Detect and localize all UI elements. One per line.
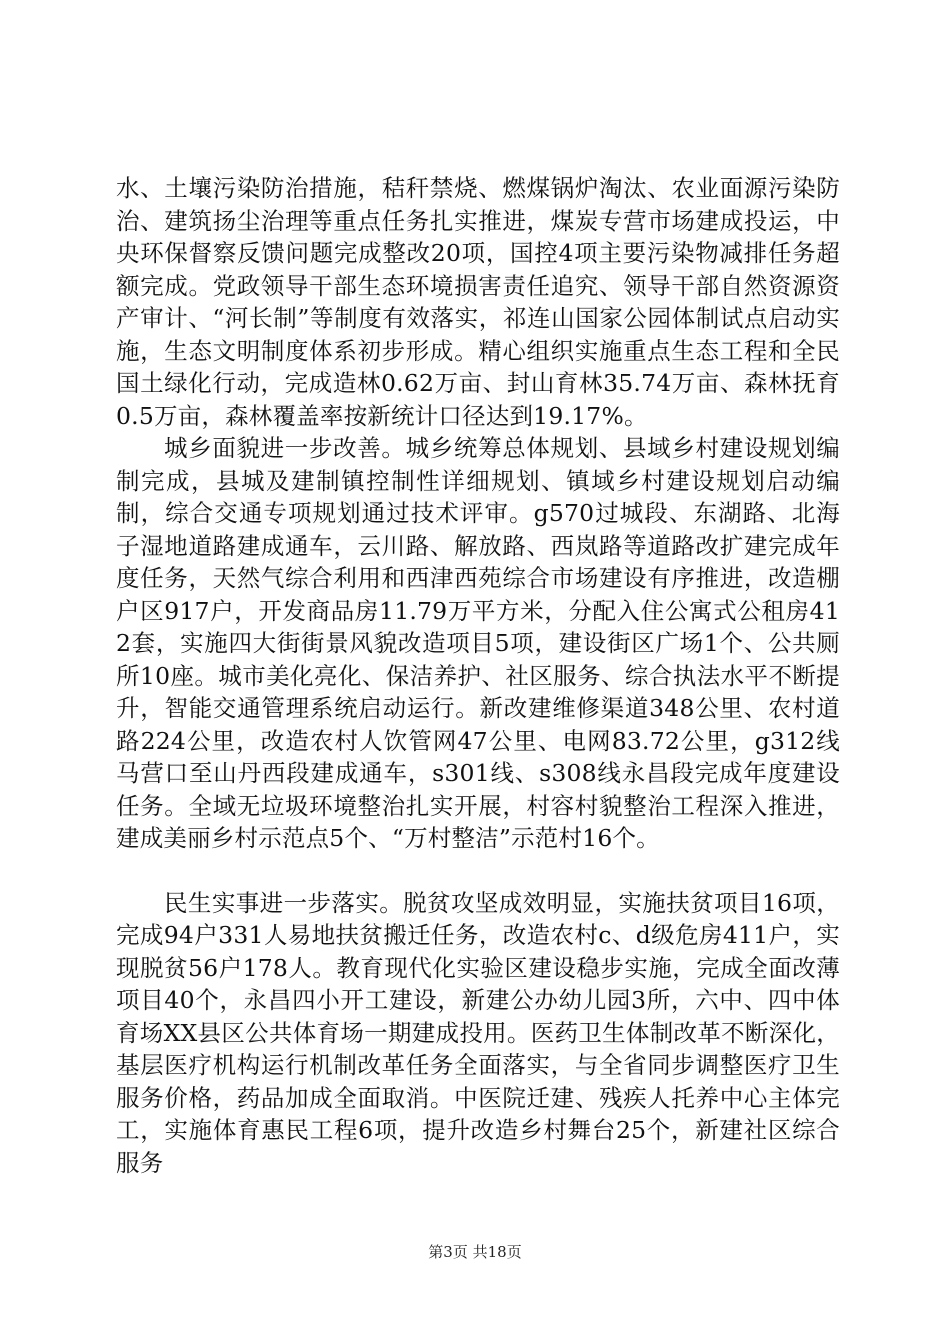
page-number: 第3页 共18页 (428, 1243, 522, 1261)
paragraph-ecology: 水、土壤污染防治措施，秸秆禁烧、燃煤锅炉淘汰、农业面源污染防治、建筑扬尘治理等重点任务扎实推进，煤炭专营市场建成投运，中央环保督察反馈问题完成整改20项，国控4项主要污染物减排任务超额完成。党政领导干部生态环境损害责任追究、领导干部自然资源资产审计、“河长制”等制度有效落实，祁连山国家公园体制试点启动实施，生态文明制度体系初步形成。精心组织实施重点生态工程和全民国土绿化行动，完成造林0.62万亩、封山育林35.74万亩、森林抚育0.5万亩，森林覆盖率按新统计口径达到19.17%。 (116, 174, 840, 430)
paragraph-urban-rural: 城乡面貌进一步改善。城乡统筹总体规划、县域乡村建设规划编制完成，县城及建制镇控制性详细规划、镇域乡村建设规划启动编制，综合交通专项规划通过技术评审。g570过城段、东湖路、北海子湿地道路建成通车，云川路、解放路、西岚路等道路改扩建完成年度任务，天然气综合利用和西津西苑综合市场建设有序推进，改造棚户区917户，开发商品房11.79万平方米，分配入住公寓式公租房412套，实施四大街街景风貌改造项目5项，建设街区广场1个、公共厕所10座。城市美化亮化、保洁养护、社区服务、综合执法水平不断提升，智能交通管理系统启动运行。新改建维修渠道348公里、农村道路224公里，改造农村人饮管网47公里、电网83.72公里，g312线马营口至山丹西段建成通车，s301线、s308线永昌段完成年度建设任务。全域无垃圾环境整治扎实开展，村容村貌整治工程深入推进，建成美丽乡村示范点5个、“万村整洁”示范村16个。 (116, 434, 840, 852)
document-body (116, 172, 840, 1179)
page-footer (0, 1242, 950, 1262)
paragraph-livelihood: 民生实事进一步落实。脱贫攻坚成效明显，实施扶贫项目16项，完成94户331人易地扶贫搬迁任务，改造农村c、d级危房411户，实现脱贫56户178人。教育现代化实验区建设稳步实施，完成全面改薄项目40个，永昌四小开工建设，新建公办幼儿园3所，六中、四中体育场XX县区公共体育场一期建成投用。医药卫生体制改革不断深化，基层医疗机构运行机制改革任务全面落实，与全省同步调整医疗卫生服务价格，药品加成全面取消。中医院迁建、残疾人托养中心主体完工，实施体育惠民工程6项，提升改造乡村舞台25个，新建社区综合服务 (116, 888, 840, 1177)
